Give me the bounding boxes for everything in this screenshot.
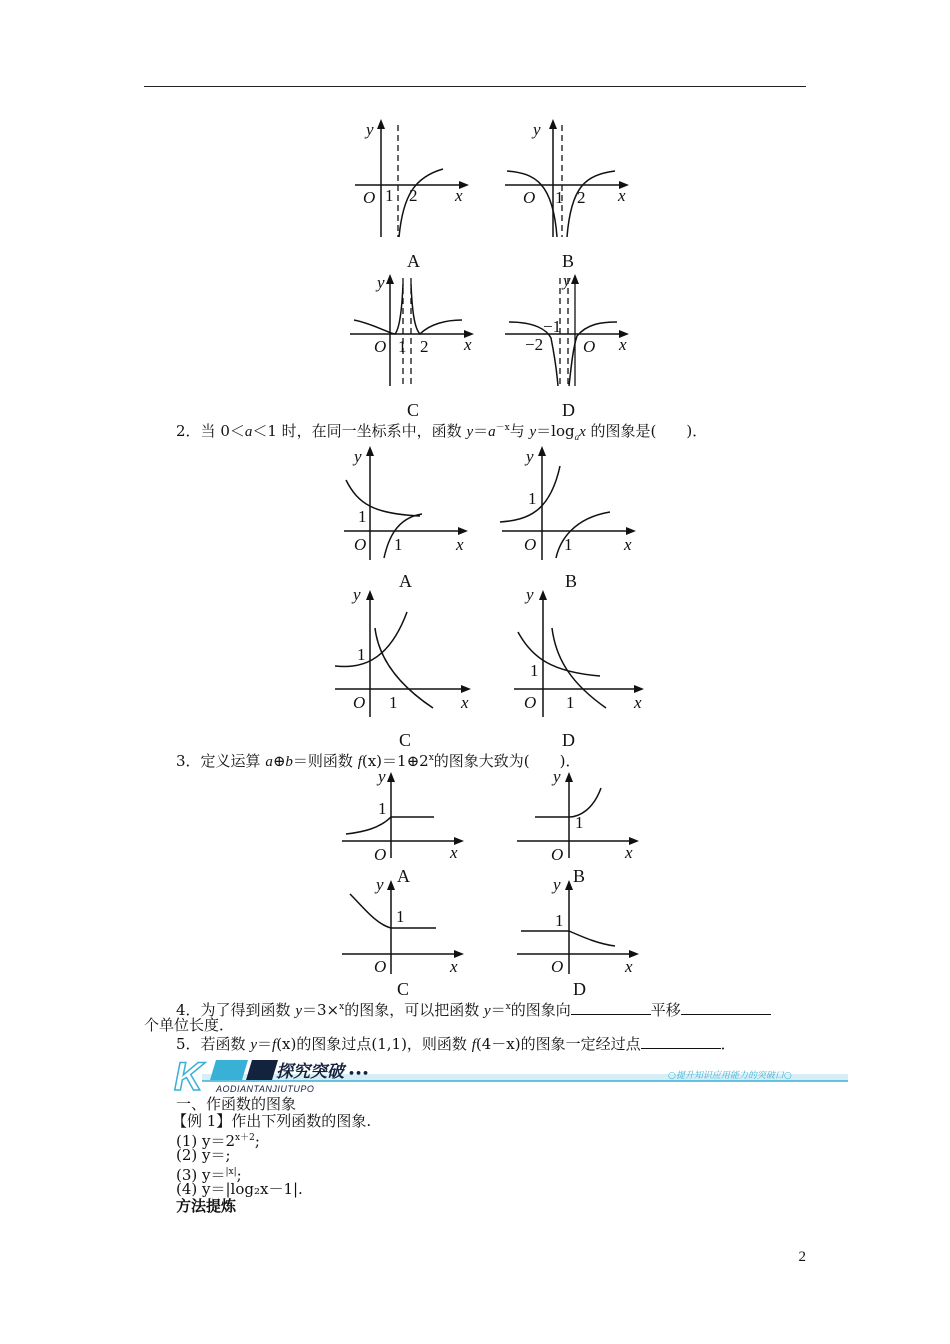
q3-label-c: C	[397, 979, 410, 999]
q3-label-a: A	[397, 866, 410, 886]
question-5: 5．若函数 y＝f(x)的图象过点(1,1)，则函数 f(4－x)的图象一定经过点 ．	[176, 1035, 736, 1053]
svg-text:y: y	[553, 767, 561, 786]
svg-text:O: O	[524, 535, 537, 554]
svg-text:y: y	[366, 120, 374, 139]
svg-text:O: O	[523, 188, 536, 207]
svg-text:x: x	[619, 335, 627, 354]
svg-text:x: x	[624, 535, 632, 554]
answer-blank-units[interactable]	[681, 1000, 771, 1015]
svg-text:x: x	[625, 843, 633, 860]
page-number: 2	[798, 1249, 806, 1265]
banner-dots: •••	[348, 1067, 370, 1080]
svg-text:O: O	[374, 957, 387, 976]
q1-label-d: D	[562, 400, 575, 420]
svg-text:1: 1	[378, 799, 387, 818]
example-1: 【例 1】作出下列函数的图象.	[172, 1112, 372, 1130]
svg-text:−1: −1	[543, 317, 562, 336]
section-banner	[172, 1056, 848, 1096]
example-item-2: (2) y＝;	[176, 1146, 231, 1164]
q1-graph-d	[505, 268, 635, 388]
svg-text:2: 2	[420, 337, 429, 356]
header-rule	[144, 86, 806, 87]
svg-text:O: O	[583, 337, 596, 356]
svg-text:x: x	[455, 186, 463, 205]
svg-text:1: 1	[575, 813, 584, 832]
svg-text:1: 1	[528, 489, 537, 508]
question-4-line2: 个单位长度．	[144, 1016, 235, 1034]
q2-graph-b	[498, 440, 643, 562]
q2-graph-a	[340, 440, 475, 562]
svg-text:x: x	[450, 957, 458, 976]
svg-text:y: y	[378, 767, 386, 786]
question-4: 4．为了得到函数 y＝3×$^x$的图象，可以把函数 y＝$^x$的图象向 平移	[176, 998, 771, 1020]
svg-text:2: 2	[577, 188, 586, 207]
svg-text:1: 1	[398, 337, 407, 356]
svg-text:O: O	[551, 845, 564, 860]
svg-text:1: 1	[566, 693, 575, 712]
q2-graph-c	[333, 584, 478, 719]
q3-graph-a	[340, 766, 470, 860]
svg-text:x: x	[625, 957, 633, 976]
q1-graph-b	[505, 115, 635, 240]
q2-graph-d	[512, 584, 652, 719]
svg-text:1: 1	[389, 693, 398, 712]
answer-blank-direction[interactable]	[571, 1000, 651, 1015]
banner-title: 探究突破	[276, 1062, 344, 1082]
svg-text:x: x	[634, 693, 642, 712]
svg-text:x: x	[450, 843, 458, 860]
section-heading: 一、作函数的图象	[176, 1095, 297, 1113]
svg-text:1: 1	[358, 507, 367, 526]
q3-graph-c	[340, 876, 470, 976]
svg-text:y: y	[533, 120, 541, 139]
q1-label-a: A	[407, 251, 420, 271]
svg-text:1: 1	[555, 188, 564, 207]
svg-text:O: O	[363, 188, 376, 207]
svg-text:x: x	[618, 186, 626, 205]
banner-slogan: ○提升知识应用能力的突破口○	[668, 1071, 792, 1081]
method-heading: 方法提炼	[176, 1197, 237, 1215]
svg-text:1: 1	[394, 535, 403, 554]
question-3: 3．定义运算 a⊕b＝则函数 $f(x)=1\oplus 2^x$的图象大致为( )．	[176, 752, 581, 770]
svg-text:1: 1	[357, 645, 366, 664]
q3-label-d: D	[573, 979, 586, 999]
svg-text:y: y	[376, 876, 384, 894]
svg-text:x: x	[464, 335, 472, 354]
svg-text:−2: −2	[525, 335, 544, 354]
q1-label-c: C	[407, 400, 420, 420]
svg-text:O: O	[374, 845, 387, 860]
q2-label-b: B	[565, 571, 578, 591]
example-item-1: (1) $y=2^{x+2}$;	[176, 1132, 260, 1150]
example-item-4: (4) y＝|log₂x－1|.	[176, 1180, 303, 1198]
svg-text:1: 1	[555, 911, 564, 930]
svg-text:1: 1	[385, 186, 394, 205]
svg-text:O: O	[524, 693, 537, 712]
q3-label-b: B	[573, 866, 586, 886]
svg-text:y: y	[553, 876, 561, 894]
example-item-3: (3) y＝$^{|x|}$;	[176, 1166, 242, 1184]
svg-text:O: O	[551, 957, 564, 976]
q3-graph-d	[515, 876, 645, 976]
svg-text:O: O	[354, 535, 367, 554]
svg-text:1: 1	[564, 535, 573, 554]
svg-text:y: y	[526, 447, 534, 466]
banner-pinyin: AODIANTANJIUTUPO	[216, 1084, 315, 1094]
q1-label-b: B	[562, 251, 575, 271]
q1-graph-a	[355, 115, 475, 240]
answer-blank-point[interactable]	[641, 1034, 721, 1049]
svg-text:y: y	[563, 271, 571, 290]
svg-text:x: x	[456, 535, 464, 554]
q2-label-c: C	[399, 730, 412, 750]
svg-text:1: 1	[530, 661, 539, 680]
q1-graph-c	[350, 268, 480, 388]
svg-text:y: y	[353, 585, 361, 604]
question-2: 2．当 0＜a＜1 时，在同一坐标系中，函数 $y=a^{-x}$与 $y=\log_ax$ 的图象是( )．	[176, 422, 708, 442]
svg-text:O: O	[374, 337, 387, 356]
q2-label-a: A	[399, 571, 412, 591]
banner-letter: K	[174, 1056, 203, 1096]
svg-text:1: 1	[396, 907, 405, 926]
q3-graph-b	[515, 766, 645, 860]
svg-text:y: y	[377, 273, 385, 292]
svg-text:2: 2	[409, 186, 418, 205]
svg-text:x: x	[461, 693, 469, 712]
svg-text:O: O	[353, 693, 366, 712]
q2-label-d: D	[562, 730, 575, 750]
svg-text:y: y	[354, 447, 362, 466]
svg-text:y: y	[526, 585, 534, 604]
